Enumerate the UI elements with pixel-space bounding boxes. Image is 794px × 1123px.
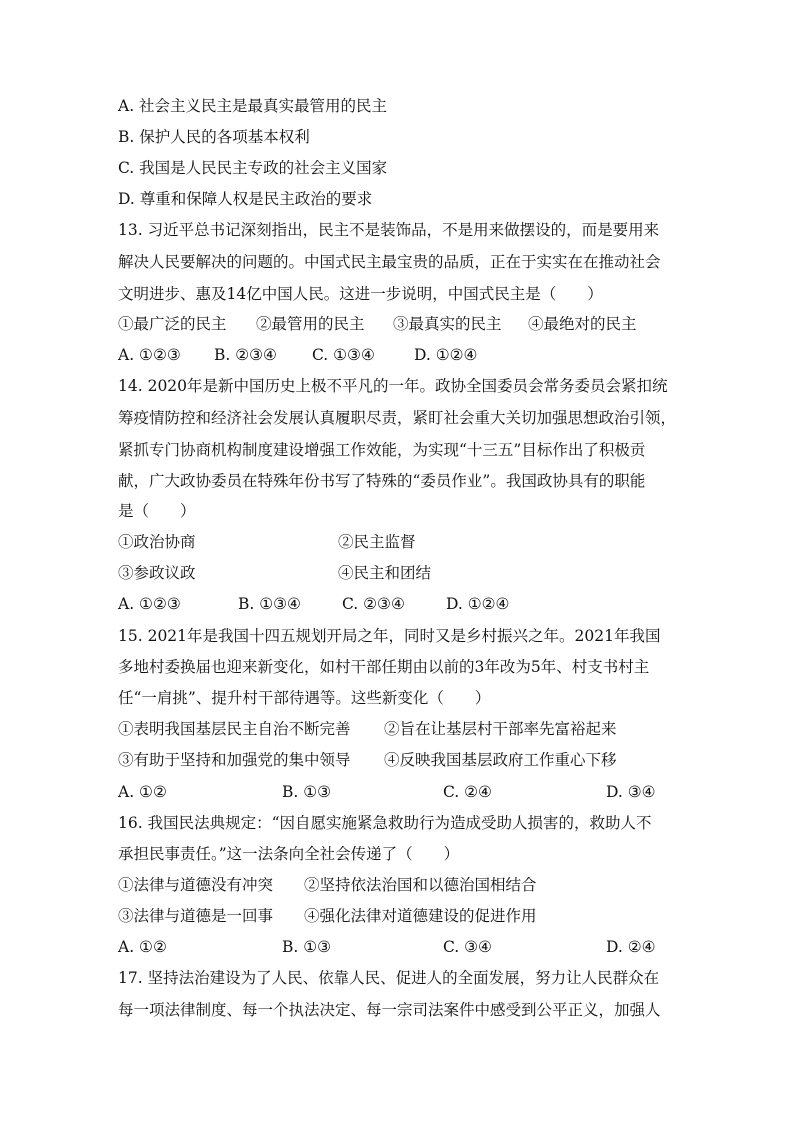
q16-choice-a: A. ①② — [118, 938, 167, 956]
q15-item-2: ②旨在让基层村干部率先富裕起来 — [384, 720, 617, 738]
q13-choice-c: C. ①③④ — [312, 346, 375, 364]
q13-item-4: ④最绝对的民主 — [528, 315, 637, 333]
q16-choice-c: C. ③④ — [443, 938, 492, 956]
q16-choice-b: B. ①③ — [282, 938, 332, 956]
q13-choice-d: D. ①②④ — [414, 346, 478, 364]
q14-stem-line-1: 14. 2020年是新中国历史上极不平凡的一年。政协全国委员会常务委员会紧扣统 — [118, 377, 668, 395]
q14-choice-d: D. ①②④ — [446, 595, 510, 613]
q14-choice-c: C. ②③④ — [342, 595, 405, 613]
q13-item-2: ②最管用的民主 — [256, 315, 365, 333]
q15-item-1: ①表明我国基层民主自治不断完善 — [118, 720, 351, 738]
q15-choice-b: B. ①③ — [282, 783, 332, 801]
q13-stem-line-3: 文明进步、惠及14亿中国人民。这进一步说明，中国式民主是（ ） — [118, 285, 603, 303]
q15-choice-d: D. ③④ — [606, 783, 656, 801]
q12-option-c: C. 我国是人民民主专政的社会主义国家 — [118, 159, 388, 177]
q15-choice-a: A. ①② — [118, 783, 167, 801]
q17-stem-line-1: 17. 坚持法治建设为了人民、依靠人民、促进人的全面发展，努力让人民群众在 — [118, 969, 660, 987]
q17-stem-line-2: 每一项法律制度、每一个执法决定、每一宗司法案件中感受到公平正义，加强人 — [118, 1001, 661, 1019]
q12-option-b: B. 保护人民的各项基本权利 — [118, 128, 310, 146]
q15-item-4: ④反映我国基层政府工作重心下移 — [384, 751, 617, 769]
q13-choice-b: B. ②③④ — [214, 346, 277, 364]
q16-item-3: ③法律与道德是一回事 — [118, 907, 274, 925]
q12-option-d: D. 尊重和保障人权是民主政治的要求 — [118, 190, 373, 208]
q16-item-2: ②坚持依法治国和以德治国相结合 — [304, 876, 537, 894]
q15-stem-line-1: 15. 2021年是我国十四五规划开局之年，同时又是乡村振兴之年。2021年我国 — [118, 627, 661, 645]
q14-choice-a: A. ①②③ — [118, 595, 181, 613]
q13-item-1: ①最广泛的民主 — [118, 315, 227, 333]
q13-stem-line-2: 解决人民要解决的问题的。中国式民主最宝贵的品质，正在于实实在在推动社会 — [118, 253, 661, 271]
q16-stem-line-1: 16. 我国民法典规定：“因自愿实施紧急救助行为造成受助人损害的，救助人不 — [118, 814, 652, 832]
q14-item-1: ①政治协商 — [118, 533, 196, 551]
q16-stem-line-2: 承担民事责任。”这一法条向全社会传递了（ ） — [118, 845, 460, 863]
q15-stem-line-2: 多地村委换届也迎来新变化，如村干部任期由以前的3年改为5年、村支书村主 — [118, 658, 650, 676]
q14-item-3: ③参政议政 — [118, 564, 196, 582]
q14-stem-line-5: 是（ ） — [118, 502, 196, 520]
q14-stem-line-4: 献，广大政协委员在特殊年份书写了特殊的“委员作业”。我国政协具有的职能 — [118, 472, 646, 490]
q14-choice-b: B. ①③④ — [238, 595, 301, 613]
q12-option-a: A. 社会主义民主是最真实最管用的民主 — [118, 97, 388, 115]
q14-item-4: ④民主和团结 — [338, 564, 432, 582]
q16-item-1: ①法律与道德没有冲突 — [118, 876, 274, 894]
q13-item-3: ③最真实的民主 — [393, 315, 502, 333]
q15-stem-line-3: 任“一肩挑”、提升村干部待遇等。这些新变化（ ） — [118, 689, 491, 707]
q13-stem-line-1: 13. 习近平总书记深刻指出，民主不是装饰品，不是用来做摆设的，而是要用来 — [118, 221, 660, 239]
q15-item-3: ③有助于坚持和加强党的集中领导 — [118, 751, 351, 769]
q14-stem-line-2: 筹疫情防控和经济社会发展认真履职尽责，紧盯社会重大关切加强思想政治引领， — [118, 409, 677, 427]
q16-item-4: ④强化法律对道德建设的促进作用 — [304, 907, 537, 925]
q14-item-2: ②民主监督 — [338, 533, 416, 551]
q15-choice-c: C. ②④ — [443, 783, 492, 801]
q14-stem-line-3: 紧抓专门协商机构制度建设增强工作效能，为实现“十三五”目标作出了积极贡 — [118, 441, 646, 459]
q13-choice-a: A. ①②③ — [118, 346, 181, 364]
q16-choice-d: D. ②④ — [606, 938, 656, 956]
